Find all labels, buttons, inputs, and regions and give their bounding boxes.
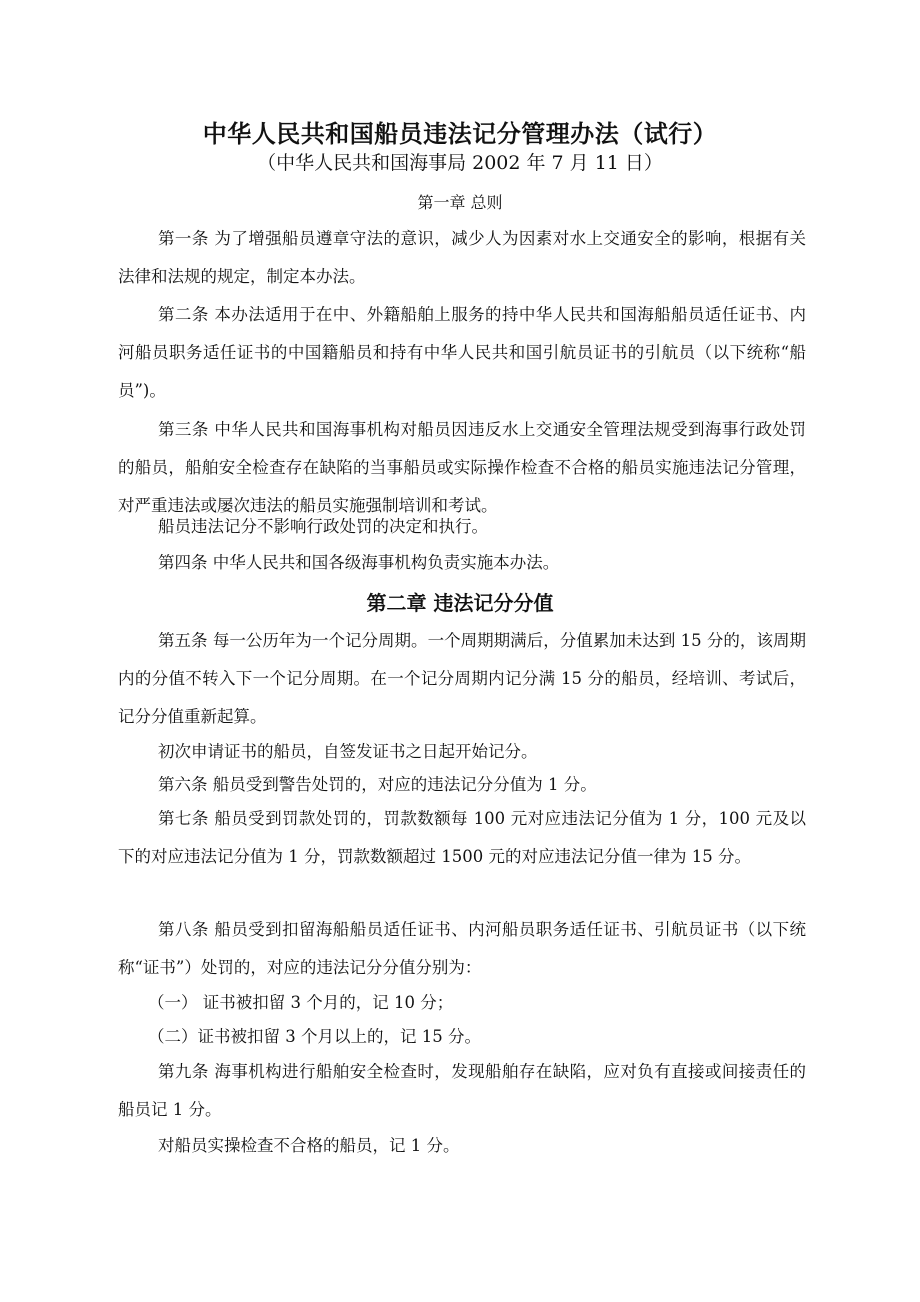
article-9: 第九条 海事机构进行船舶安全检查时，发现船舶存在缺陷，应对负有直接或间接责任的船员记 1 分。 bbox=[118, 1062, 806, 1119]
list-item: （一） 证书被扣留 3 个月的，记 10 分； bbox=[148, 993, 454, 1012]
article-4: 第四条 中华人民共和国各级海事机构负责实施本办法。 bbox=[158, 553, 560, 572]
article-8: 第八条 船员受到扣留海船船员适任证书、内河船员职务适任证书、引航员证书（以下统称“证书”）处罚的，对应的违法记分分值分别为： bbox=[118, 920, 806, 977]
chapter-1-heading: 第一章 总则 bbox=[417, 193, 503, 212]
list-item: （二）证书被扣留 3 个月以上的，记 15 分。 bbox=[148, 1027, 481, 1046]
article-7: 第七条 船员受到罚款处罚的，罚款数额每 100 元对应违法记分值为 1 分，100 元及以下的对应违法记分值为 1 分，罚款数额超过 1500 元的对应违法记分值一律为 15 分。 bbox=[118, 809, 806, 866]
article-6: 第六条 船员受到警告处罚的，对应的违法记分分值为 1 分。 bbox=[158, 775, 597, 794]
article-5: 第五条 每一公历年为一个记分周期。一个周期期满后，分值累加未达到 15 分的，该周期内的分值不转入下一个记分周期。在一个记分周期内记分满 15 分的船员，经培训、考试后，记分分值重新起算。 bbox=[118, 631, 806, 726]
chapter-2-heading: 第二章 违法记分分值 bbox=[366, 591, 554, 615]
article-1: 第一条 为了增强船员遵章守法的意识，减少人为因素对水上交通安全的影响，根据有关法律和法规的规定，制定本办法。 bbox=[118, 229, 806, 286]
paragraph-note: 船员违法记分不影响行政处罚的决定和执行。 bbox=[158, 517, 488, 536]
document-title: 中华人民共和国船员违法记分管理办法（试行） bbox=[202, 119, 718, 148]
paragraph-initial: 初次申请证书的船员，自签发证书之日起开始记分。 bbox=[158, 742, 538, 761]
document-subtitle: （中华人民共和国海事局 2002 年 7 月 11 日） bbox=[257, 152, 663, 174]
article-2: 第二条 本办法适用于在中、外籍船舶上服务的持中华人民共和国海船船员适任证书、内河船员职务适任证书的中国籍船员和持有中华人民共和国引航员证书的引航员（以下统称“船员”)。 bbox=[118, 305, 806, 400]
article-3: 第三条 中华人民共和国海事机构对船员因违反水上交通安全管理法规受到海事行政处罚的船员，船舶安全检查存在缺陷的当事船员或实际操作检查不合格的船员实施违法记分管理，对严重违法或屡次违法的船员实施强制培训和考试。 bbox=[118, 420, 806, 515]
paragraph-practical: 对船员实操检查不合格的船员，记 1 分。 bbox=[158, 1136, 460, 1155]
